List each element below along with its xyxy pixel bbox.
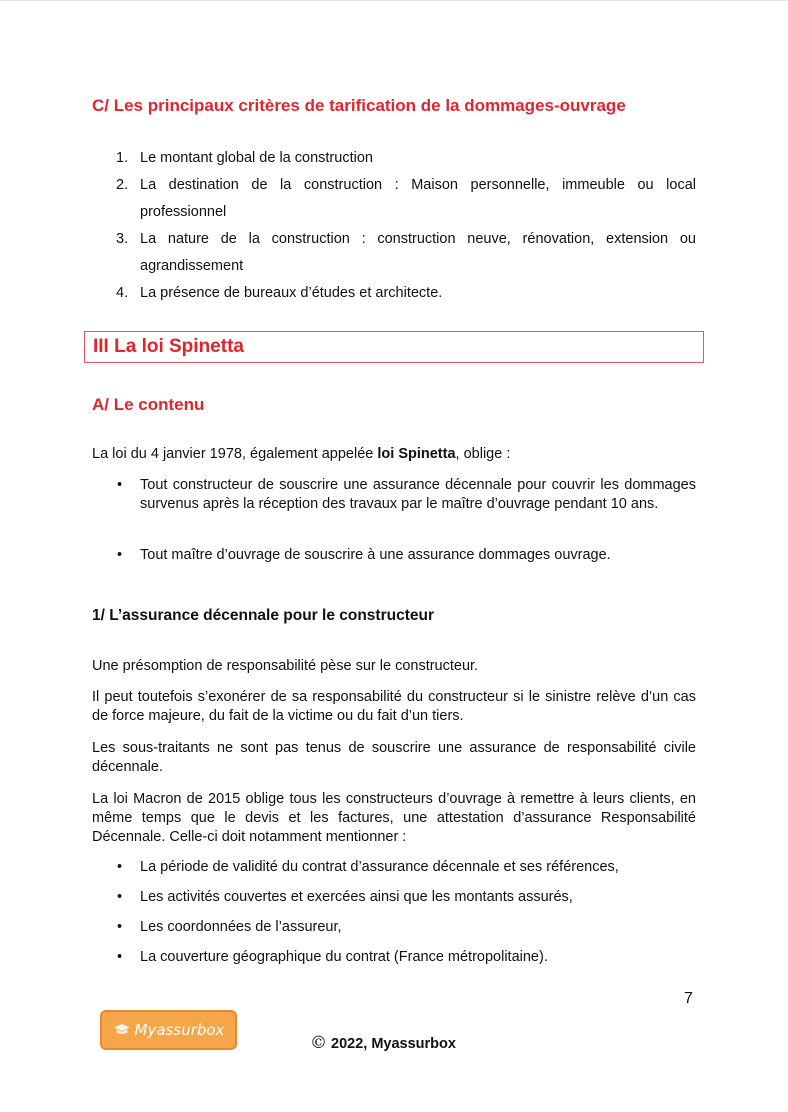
list-item: [92, 145, 696, 172]
bullet: •: [117, 889, 123, 905]
subsection-1-title: 1/ L’assurance décennale pour le constructeur: [92, 607, 434, 624]
attestation-list: [92, 858, 696, 967]
list-item-text: Tout constructeur de souscrire une assurance décennale pour couvrir les dommages survenus après la réception des travaux par le maître d’ouvrage pendant 10 ans.: [140, 477, 696, 512]
list-item-text: La présence de bureaux d’études et architecte.: [140, 285, 443, 301]
copyright-icon: ©: [310, 1033, 327, 1053]
list-number: 3.: [116, 231, 129, 247]
bullet: •: [117, 547, 123, 563]
list-item-text: Les coordonnées de l’assureur,: [140, 919, 342, 935]
bullet: •: [117, 949, 123, 965]
page-number: 7: [684, 990, 693, 1007]
myassurbox-logo: [100, 1010, 237, 1050]
list-item: [92, 546, 696, 565]
list-item-text: Le montant global de la construction: [140, 150, 373, 166]
list-number: 2.: [116, 177, 129, 193]
paragraph: Les sous-traitants ne sont pas tenus de souscrire une assurance de responsabilité civile décennale.: [92, 740, 696, 775]
section-iii-box: [84, 331, 704, 363]
list-number: 1.: [116, 150, 129, 166]
top-rule: [0, 0, 788, 1]
intro-text: La loi du 4 janvier 1978, également appelée: [92, 446, 378, 462]
list-item-text: Tout maître d’ouvrage de souscrire à une assurance dommages ouvrage.: [140, 547, 611, 563]
logo-text: Myassurbox: [134, 1021, 225, 1039]
intro-bold: loi Spinetta: [377, 446, 456, 462]
list-item: [92, 948, 696, 967]
obligations-list: [92, 546, 696, 565]
paragraph: Une présomption de responsabilité pèse sur le constructeur.: [92, 658, 479, 674]
copyright-text: 2022, Myassurbox: [331, 1036, 456, 1052]
list-number: 4.: [116, 285, 129, 301]
list-item: [92, 172, 696, 226]
footer-copyright: [310, 1033, 456, 1053]
section-a-title: A/ Le contenu: [92, 395, 205, 414]
obligations-list: [92, 476, 696, 514]
paragraph: La loi Macron de 2015 oblige tous les constructeurs d’ouvrage à remettre à leurs clients, en même temps que le devis et les factures, une attestation d’assurance Responsabilité Décennale. Celle-ci doit notamment mentionner :: [92, 791, 696, 845]
list-item-text: Les activités couvertes et exercées ainsi que les montants assurés,: [140, 889, 573, 905]
graduation-cap-icon: [113, 1023, 131, 1037]
list-item-text: La couverture géographique du contrat (France métropolitaine).: [140, 949, 548, 965]
criteria-list: [92, 145, 696, 307]
list-item: [92, 226, 696, 280]
list-item: [92, 280, 696, 307]
list-item: [92, 918, 696, 937]
bullet: •: [117, 859, 123, 875]
bullet: •: [117, 919, 123, 935]
paragraph: Il peut toutefois s’exonérer de sa responsabilité du constructeur si le sinistre relève d’un cas de force majeure, du fait de la victime ou du fait d’un tiers.: [92, 689, 696, 724]
section-iii-title: III La loi Spinetta: [93, 336, 244, 357]
list-item: [92, 476, 696, 514]
list-item: [92, 858, 696, 877]
section-c-title: C/ Les principaux critères de tarification de la dommages-ouvrage: [92, 96, 626, 115]
list-item-text: La période de validité du contrat d’assurance décennale et ses références,: [140, 859, 619, 875]
intro-paragraph: [92, 445, 696, 464]
intro-text-end: , oblige :: [455, 446, 511, 462]
list-item-text: La destination de la construction : Maison personnelle, immeuble ou local professionnel: [140, 177, 696, 220]
list-item-text: La nature de la construction : construction neuve, rénovation, extension ou agrandissement: [140, 231, 696, 274]
list-item: [92, 888, 696, 907]
bullet: •: [117, 477, 123, 493]
